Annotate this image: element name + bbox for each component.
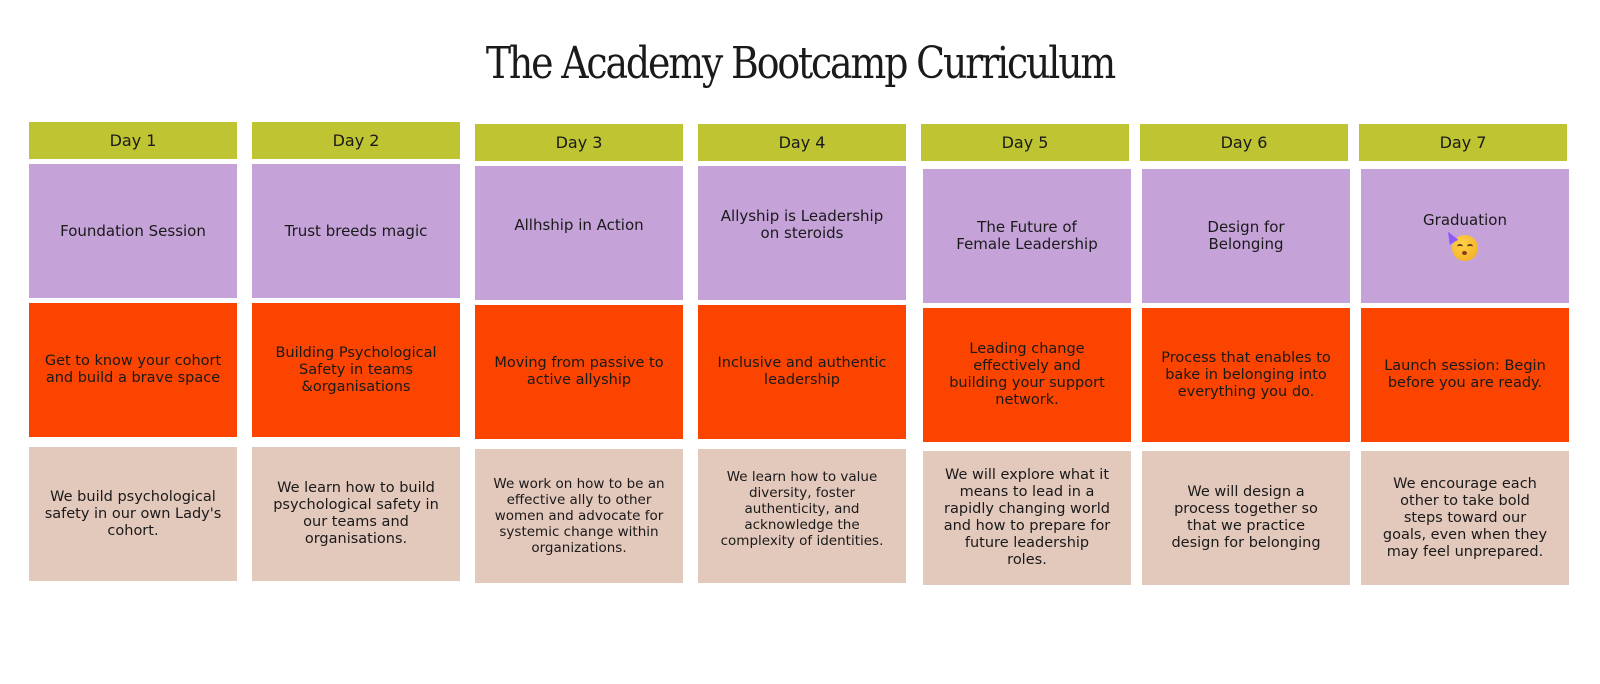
day-topic-text: Allyship is Leadership on steroids bbox=[720, 207, 884, 242]
day-goal bbox=[475, 305, 683, 439]
day-topic bbox=[252, 164, 460, 298]
day-description-text: We learn how to build psychological safety in our teams and organisations. bbox=[273, 480, 439, 547]
day-description bbox=[1361, 451, 1569, 585]
day-header: Day 2 bbox=[252, 122, 460, 159]
day-description-text: We build psychological safety in our own Lady's cohort. bbox=[44, 488, 222, 539]
day-goal-text: Get to know your cohort and build a brave space bbox=[44, 353, 222, 386]
day-goal-text: Inclusive and authentic leadership bbox=[717, 355, 887, 388]
partying-face-icon bbox=[1452, 235, 1478, 261]
day-topic bbox=[923, 169, 1131, 303]
day-header: Day 6 bbox=[1140, 124, 1348, 161]
day-description-text: We learn how to value diversity, foster authenticity, and acknowledge the complexity of identities. bbox=[720, 469, 884, 549]
day-goal-text: Process that enables to bake in belonging into everything you do. bbox=[1161, 349, 1331, 400]
day-goal-text: Leading change effectively and building your support network. bbox=[949, 341, 1105, 408]
day-goal bbox=[1361, 308, 1569, 442]
day-description bbox=[1142, 451, 1350, 585]
day-goal bbox=[29, 303, 237, 437]
day-topic-text: Foundation Session bbox=[60, 221, 206, 240]
day-topic-text: Design for Belonging bbox=[1207, 218, 1285, 253]
day-description bbox=[698, 449, 906, 583]
day-topic-text: Allhship in Action bbox=[514, 215, 644, 234]
day-description bbox=[29, 447, 237, 581]
day-topic-text: The Future of Female Leadership bbox=[956, 218, 1098, 253]
day-header: Day 4 bbox=[698, 124, 906, 161]
day-description bbox=[252, 447, 460, 581]
day-description-text: We work on how to be an effective ally to other women and advocate for systemic change within organizations. bbox=[493, 476, 665, 556]
day-goal bbox=[923, 308, 1131, 442]
day-description-text: We will explore what it means to lead in a rapidly changing world and how to prepare for future leadership roles. bbox=[943, 467, 1111, 568]
day-topic bbox=[1142, 169, 1350, 303]
day-topic bbox=[29, 164, 237, 298]
day-description-text: We encourage each other to take bold steps toward our goals, even when they may feel unprepared. bbox=[1382, 475, 1548, 560]
day-goal-text: Launch session: Begin before you are ready. bbox=[1384, 358, 1546, 391]
day-topic bbox=[1361, 169, 1569, 303]
day-header: Day 1 bbox=[29, 122, 237, 159]
day-topic-text: Trust breeds magic bbox=[284, 221, 428, 240]
day-goal bbox=[1142, 308, 1350, 442]
day-topic bbox=[698, 166, 906, 300]
day-goal bbox=[698, 305, 906, 439]
day-description bbox=[923, 451, 1131, 585]
day-goal-text: Building Psychological Safety in teams &organisations bbox=[275, 344, 437, 395]
page-title: The Academy Bootcamp Curriculum bbox=[485, 38, 1115, 89]
day-topic-text: Graduation bbox=[1423, 210, 1507, 229]
day-header: Day 5 bbox=[921, 124, 1129, 161]
day-header: Day 7 bbox=[1359, 124, 1567, 161]
day-description bbox=[475, 449, 683, 583]
day-header: Day 3 bbox=[475, 124, 683, 161]
day-description-text: We will design a process together so that we practice design for belonging bbox=[1171, 484, 1321, 551]
day-topic bbox=[475, 166, 683, 300]
day-goal-text: Moving from passive to active allyship bbox=[494, 355, 664, 388]
day-goal bbox=[252, 303, 460, 437]
